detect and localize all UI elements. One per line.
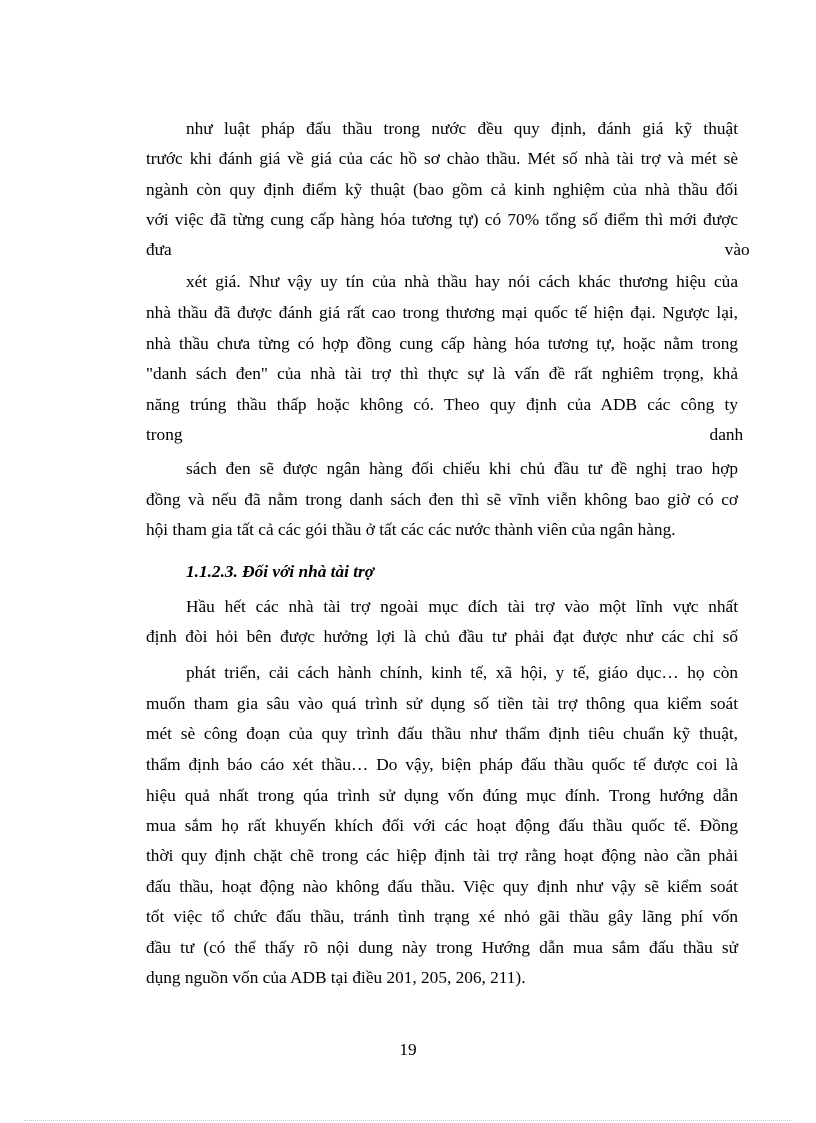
page-number: 19	[399, 1040, 417, 1059]
paragraph-1-line-2: trước khi đánh giá về giá của các hồ sơ chào thầu. Mét số nhà tài trợ và mét sè	[146, 149, 738, 168]
paragraph-2-line-6: trong danh	[146, 425, 744, 444]
section-heading: 1.1.2.3. Đối với nhà tài trợ	[186, 562, 375, 581]
paragraph-5-line-9: tốt việc tổ chức đấu thầu, tránh tình trạng xé nhỏ gãi thầu gây lãng phí vốn	[146, 907, 738, 926]
paragraph-4-line-1: Hầu hết các nhà tài trợ ngoài mục đích tài trợ vào một lĩnh vực nhất	[186, 597, 738, 616]
paragraph-5-line-7: thời quy định chặt chẽ trong các hiệp định tài trợ rằng hoạt động nào cần phải	[146, 846, 738, 865]
paragraph-5-line-6: mua sắm họ rất khuyến khích đối với các hoạt động đấu thầu quốc tế. Đồng	[146, 816, 738, 835]
paragraph-2-line-3: nhà thầu chưa từng có hợp đồng cung cấp hàng hóa tương tự, hoặc nằm trong	[146, 334, 738, 353]
paragraph-5-line-2: muốn tham gia sâu vào quá trình sử dụng số tiền tài trợ thông qua kiểm soát	[146, 694, 738, 713]
paragraph-5-line-11: dụng nguồn vốn của ADB tại điều 201, 205, 206, 211).	[146, 968, 526, 987]
paragraph-2-line-5: năng trúng thầu thấp hoặc không có. Theo quy định của ADB các công ty	[146, 395, 738, 414]
paragraph-1-line-1: như luật pháp đấu thầu trong nước đều quy định, đánh giá kỹ thuật	[186, 119, 738, 138]
paragraph-4-line-2: định đòi hỏi bên được hưởng lợi là chủ đầu tư phải đạt được như các chỉ số	[146, 627, 738, 646]
page-bottom-divider	[24, 1120, 792, 1121]
paragraph-3-line-3: hội tham gia tất cả các gói thầu ở tất các các nước thành viên của ngân hàng.	[146, 520, 676, 539]
paragraph-5-line-5: hiệu quả nhất trong qúa trình sử dụng vốn đúng mục đính. Trong hướng dẫn	[146, 786, 738, 805]
paragraph-2-line-1: xét giá. Như vậy uy tín của nhà thầu hay nói cách khác thương hiệu của	[186, 272, 738, 291]
paragraph-5-line-8: đấu thầu, hoạt động nào không đấu thầu. Việc quy định như vậy sẽ kiểm soát	[146, 877, 738, 896]
paragraph-2-line-4: "danh sách đen" của nhà tài trợ thì thực sự là vấn đề rất nghiêm trọng, khả	[146, 364, 738, 383]
paragraph-2-line-2: nhà thầu đã được đánh giá rất cao trong thương mại quốc tế hiện đại. Ngược lại,	[146, 303, 738, 322]
paragraph-1-line-5: đưa vào	[146, 240, 750, 259]
paragraph-1-line-4: với việc đã từng cung cấp hàng hóa tương tự) có 70% tổng số điểm thì mới được	[146, 210, 738, 229]
paragraph-3-line-2: đồng và nếu đã nằm trong danh sách đen thì sẽ vĩnh viễn không bao giờ có cơ	[146, 490, 738, 509]
paragraph-1-line-3: ngành còn quy định điểm kỹ thuật (bao gồm cả kinh nghiệm của nhà thầu đối	[146, 180, 738, 199]
paragraph-3-line-1: sách đen sẽ được ngân hàng đối chiếu khi chủ đầu tư đề nghị trao hợp	[186, 459, 738, 478]
paragraph-5-line-3: mét sè công đoạn của quy trình đấu thầu như thẩm định tiêu chuẩn kỹ thuật,	[146, 724, 738, 743]
paragraph-5-line-1: phát triển, cải cách hành chính, kinh tế, xã hội, y tế, giáo dục… họ còn	[186, 663, 738, 682]
paragraph-5-line-4: thẩm định báo cáo xét thầu… Do vậy, biện pháp đấu thầu quốc tế được coi là	[146, 755, 738, 774]
paragraph-5-line-10: đầu tư (có thể thấy rõ nội dung này trong Hướng dẫn mua sắm đấu thầu sử	[146, 938, 738, 957]
